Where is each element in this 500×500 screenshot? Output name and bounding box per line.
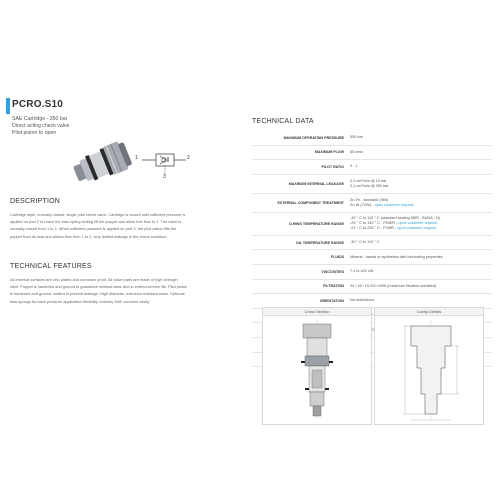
port-1-label: 1 bbox=[135, 155, 138, 161]
spec-value-text: No restrictions bbox=[350, 298, 375, 303]
spec-value-text: -30 ° C to 110 ° C bbox=[350, 240, 380, 245]
table-row bbox=[252, 264, 492, 279]
spec-value-text: Mineral - based or synthetics with lubricating properties bbox=[350, 254, 443, 259]
spec-value-text: Zn-Fe - standard (96h) bbox=[350, 197, 389, 202]
description-line: poppet from its seat and allows flow from 1 to 2, very limited leakage in the check condition. bbox=[10, 233, 168, 239]
spec-value bbox=[350, 174, 492, 193]
features-line: bias springs for back-pressure application flexibility. Industry SAE common cavity. bbox=[10, 298, 150, 304]
features-line: steel. Poppet is hardened and ground to guarantee minimal wear and to extend service life. Pilot piston bbox=[10, 284, 188, 290]
spec-value-text: cSt bbox=[369, 327, 375, 332]
cavity-details-title: Cavity Details bbox=[375, 308, 483, 316]
spec-value-note: upon customer request bbox=[374, 202, 414, 207]
technical-features-heading: TECHNICAL FEATURES bbox=[10, 263, 92, 270]
spec-value-text bbox=[350, 203, 492, 208]
product-subtitle-3: Pilot piston to open bbox=[12, 130, 57, 136]
spec-value bbox=[350, 212, 492, 235]
product-subtitle-1: SAE Cartridge - 350 bar bbox=[12, 116, 68, 122]
table-row bbox=[252, 235, 492, 250]
spec-value bbox=[350, 131, 492, 145]
spec-label: ORIENTATION bbox=[252, 294, 350, 309]
description-text bbox=[10, 211, 240, 240]
features-line: All external surfaces are zinc plated and corrosion proof. All valve parts are made of high strength bbox=[10, 277, 178, 282]
spec-value-text: 60 l/min bbox=[350, 149, 364, 154]
technical-features-text bbox=[10, 276, 240, 305]
table-row bbox=[252, 160, 492, 175]
port-2-label: 2 bbox=[187, 155, 190, 161]
features-line: is hardened and ground, sealed to prevent leakage. High diameter, extrusion resistant seals. Optional bbox=[10, 291, 185, 297]
cavity-details-drawing bbox=[375, 316, 483, 424]
spec-label: MAXIMUM FLOW bbox=[252, 145, 350, 160]
cavity-details-panel bbox=[374, 307, 484, 425]
spec-value bbox=[350, 193, 492, 212]
description-line: normally closed from 1 to 2. When sufficient pressure is applied on port 3, the pilot piston lifts the bbox=[10, 226, 177, 232]
spec-value-text: 7,4 to 420 cSt bbox=[350, 269, 374, 274]
port-3-label: 3 bbox=[163, 174, 166, 180]
spec-value-note: upon customer request bbox=[397, 226, 437, 231]
description-heading: DESCRIPTION bbox=[10, 198, 61, 205]
spec-value-text bbox=[350, 226, 492, 231]
spec-value bbox=[350, 235, 492, 250]
spec-value bbox=[350, 160, 492, 175]
table-row bbox=[252, 193, 492, 212]
spec-value-part: -23 ° C to 225 ° C - FVMR - bbox=[350, 226, 397, 231]
title-accent-bar bbox=[6, 98, 10, 114]
spec-label: FILTRATION bbox=[252, 279, 350, 294]
table-row bbox=[252, 145, 492, 160]
spec-value-text: 3 : 1 bbox=[350, 164, 358, 169]
spec-value-text: -30 ° C to 110 ° C (standard sealing NBR - BUNA - N) bbox=[350, 216, 440, 221]
spec-value-text: 20 / 18 / 15 ISO 4406 (maximum filtration admitted) bbox=[350, 283, 437, 288]
spec-label: VISCOSITIES bbox=[252, 264, 350, 279]
spec-label: FLUIDS bbox=[252, 250, 350, 265]
product-subtitle-2: Direct acting check valve bbox=[12, 123, 70, 129]
table-row bbox=[252, 250, 492, 265]
spec-value bbox=[350, 264, 492, 279]
cross-section-title: Cross Section bbox=[263, 308, 371, 316]
description-line: applied on port 2 to reach the bias spring setting lift the poppet and allow free flow to 1. The valve is bbox=[10, 219, 182, 225]
spec-label: EXTERNAL COMPONENT TREATMENT bbox=[252, 193, 350, 212]
spec-value-text: 350 bar bbox=[350, 135, 363, 140]
spec-label: OIL TEMPERATURE RANGE bbox=[252, 235, 350, 250]
spec-value-text: 0,1 cm³/min @ 10 bar bbox=[350, 178, 387, 183]
spec-value-text: 0,1 cm³/min @ 350 bar bbox=[350, 183, 389, 188]
spec-value-part: -25 ° C to 140 ° C - FKM/R - bbox=[350, 221, 398, 226]
spec-label: O-RING TEMPERATURE RANGE bbox=[252, 212, 350, 235]
table-row bbox=[252, 131, 492, 145]
technical-data-heading: TECHNICAL DATA bbox=[252, 118, 314, 125]
cross-section-panel bbox=[262, 307, 372, 425]
spec-value bbox=[350, 279, 492, 294]
spec-value-part: Zn-Ni (720h) - bbox=[350, 202, 374, 207]
description-line: Cartridge style, normally closed, single pilot check valve. Cartridge is closed until sufficient pressure is bbox=[10, 212, 186, 217]
spec-label: MAXIMUM OPERATING PRESSURE bbox=[252, 131, 350, 145]
table-row bbox=[252, 174, 492, 193]
table-row bbox=[252, 279, 492, 294]
cartridge-illustration bbox=[66, 138, 136, 190]
spec-value-note: upon customer request bbox=[398, 221, 438, 226]
spec-label: MAXIMUM INTERNAL LEAKAGE bbox=[252, 174, 350, 193]
spec-label: PILOT RATIO bbox=[252, 160, 350, 175]
product-code: PCRO.S10 bbox=[12, 99, 64, 110]
cross-section-drawing bbox=[263, 316, 371, 424]
spec-value bbox=[350, 250, 492, 265]
spec-value bbox=[350, 145, 492, 160]
table-row bbox=[252, 212, 492, 235]
